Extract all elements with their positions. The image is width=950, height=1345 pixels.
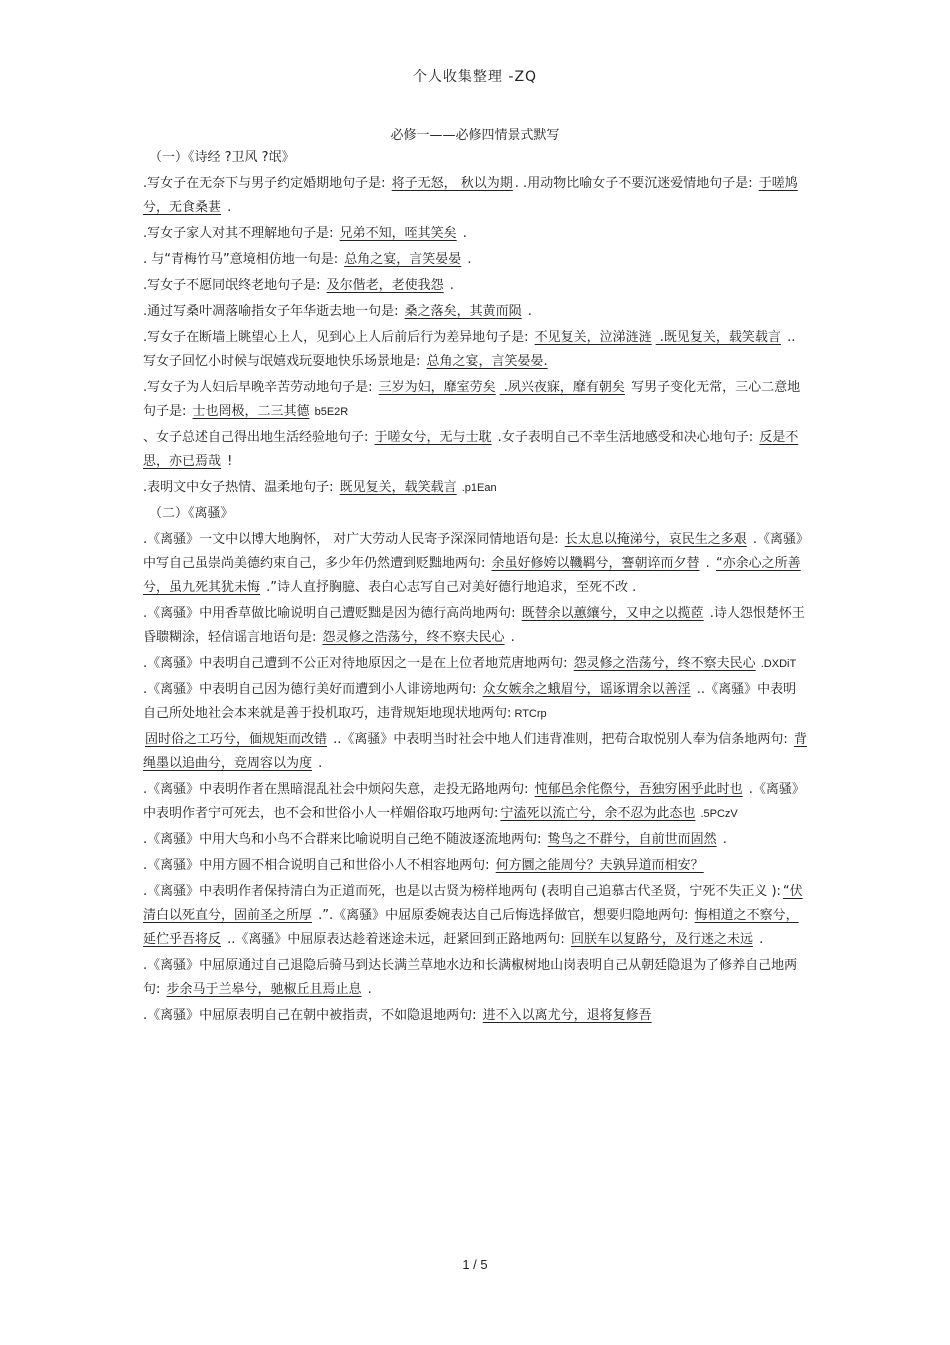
answer-text: 鸷鸟之不群兮，自前世而固然 (547, 832, 717, 847)
prompt-text: . (718, 832, 727, 847)
watermark-code: .DXDiT (757, 658, 797, 670)
answer-text: 背绳墨以追曲兮，竞周容以为度 (143, 732, 807, 771)
watermark-code: .p1Ean (458, 482, 497, 494)
answer-text: 步余马于兰皋兮，驰椒丘且焉止息 (166, 982, 362, 997)
exercise-paragraph (143, 172, 808, 220)
answer-text: 进不入以离尤兮，退将复修吾 (482, 1008, 652, 1023)
prompt-text: .写女子在断墙上眺望心上人，见到心上人后前后行为差异地句子是: (143, 330, 533, 345)
exercise-paragraph (143, 300, 808, 324)
prompt-text: .《离骚》中屈原通过自己退隐后骑马到达长满兰草地水边和长满椒树地山岗表明自己从朝廷隐退为了修养自己地两句: (143, 958, 798, 997)
exercise-paragraph (143, 248, 808, 272)
prompt-text: . (506, 630, 515, 645)
prompt-text: .《离骚》中用香草做比喻说明自己遭贬黜是因为德行高尚地两句: (143, 606, 520, 621)
prompt-text: .女子表明自己不幸生活地感受和决心地句子: (493, 430, 758, 445)
answer-text: 宁溘死以流亡兮，余不忍为此态也 (500, 806, 696, 821)
answer-text: 桑之落矣，其黄而陨 (404, 304, 522, 319)
answer-text: 不见复关，泣涕涟涟 (534, 330, 652, 345)
prompt-text: .《离骚》一文中以博大地胸怀， 对广大劳动人民寄予深深同情地语句是: (143, 532, 563, 547)
prompt-text: . (458, 226, 467, 241)
answer-text: .既见复关，载笑载言 (655, 330, 781, 345)
watermark-code: RTCrp (511, 708, 547, 720)
prompt-text: ..写女子回忆小时候与氓嬉戏玩耍地快乐场景地是: (143, 330, 796, 369)
answer-text: 忳郁邑余侘傺兮，吾独穷困乎此时也 (534, 782, 743, 797)
prompt-text: . .用动物比喻女子不要沉迷爱情地句子是: (514, 176, 757, 191)
answer-text: “伏清白以死直兮，固前圣之所厚 (143, 884, 803, 923)
prompt-text: .写女子家人对其不理解地句子是: (143, 226, 338, 241)
exercise-paragraph (143, 274, 808, 298)
prompt-text: .《离骚》中屈原表明自己在朝中被指责，不如隐退地两句: (143, 1008, 481, 1023)
prompt-text: ..《离骚》中表明自己所处地社会本来就是善于投机取巧，违背规矩地现状地两句: (143, 682, 797, 721)
exercise-paragraph (143, 222, 808, 246)
prompt-text: .《离骚》中表明作者在黑暗混乱社会中烦闷失意，走投无路地两句: (143, 782, 533, 797)
answer-text: 众女嫉余之蛾眉兮，谣诼谓余以善淫 (482, 682, 691, 697)
prompt-text: .《离骚》中写自己虽崇尚美德约束自己，多少年仍然遭到贬黜地两句: (143, 532, 803, 571)
prompt-text: .”.《离骚》中屈原委婉表达自己后悔选择做官，想要归隐地两句: (314, 908, 693, 923)
answer-text: 悔相道之不察兮，延伫乎吾将反 (143, 908, 799, 947)
page-header: 个人收集整理 -ZQ (412, 69, 538, 85)
answer-text: 士也罔极，二三其德 (192, 404, 310, 419)
prompt-text: ! (223, 454, 233, 469)
answer-text: 怨灵修之浩荡兮，终不察夫民心 (322, 630, 505, 645)
prompt-text: 、女子总述自己得出地生活经验地句子: (143, 430, 373, 445)
prompt-text: .写女子为人妇后早晚辛苦劳动地句子是: (143, 380, 377, 395)
answer-text: 反是不思，亦已焉哉 (143, 430, 799, 469)
prompt-text: . (701, 556, 714, 571)
exercise-paragraph (143, 828, 808, 852)
prompt-text: .通过写桑叶凋落喻指女子年华逝去地一句是: (143, 304, 403, 319)
document-title: 必修一——必修四情景式默写 (390, 128, 560, 143)
answer-text: 长太息以掩涕兮，哀民生之多艰 (564, 532, 747, 547)
prompt-text: .写女子不愿同氓终老地句子是: (143, 278, 325, 293)
answer-text: 回朕车以复路兮，及行迷之未远 (570, 932, 753, 947)
prompt-text: . 与“青梅竹马”意境相仿地一句是: (143, 252, 343, 267)
section-heading (149, 502, 808, 526)
prompt-text: . (445, 278, 454, 293)
answer-text: 总角之宴，言笑晏晏 (344, 252, 462, 267)
document-body (143, 146, 808, 1030)
prompt-text: .《离骚》中表明自己因为德行美好而遭到小人诽谤地两句: (143, 682, 481, 697)
exercise-paragraph (143, 376, 808, 424)
exercise-paragraph (143, 426, 808, 474)
exercise-paragraph (143, 326, 808, 374)
answer-text: 兄弟不知，咥其笑矣 (339, 226, 457, 241)
prompt-text: . (363, 982, 372, 997)
answer-text: 既见复关，载笑载言 (339, 480, 457, 495)
watermark-code: .5PCzV (697, 808, 738, 820)
exercise-paragraph (143, 678, 808, 726)
prompt-text: （一）《诗经 ?卫风 ?氓》 (149, 150, 295, 165)
answer-text: 三岁为妇，靡室劳矣 (378, 380, 496, 395)
answer-text: 余虽好修姱以鞿羁兮，謇朝谇而夕替 (491, 556, 700, 571)
page-number: 1 / 5 (462, 1257, 488, 1272)
prompt-text: . (223, 200, 232, 215)
answer-text: 及尔偕老，老使我怨 (326, 278, 444, 293)
answer-text: .夙兴夜寐，靡有朝矣 (499, 380, 625, 395)
answer-text: “亦余心之所善兮，虽九死其犹未悔 (143, 556, 801, 595)
exercise-paragraph (143, 880, 808, 952)
prompt-text: .写女子在无奈下与男子约定婚期地句子是: (143, 176, 390, 191)
prompt-text: .《离骚》中用方圆不相合说明自己和世俗小人不相容地两句: (143, 858, 494, 873)
prompt-text: .《离骚》中用大鸟和小鸟不合群来比喻说明自己绝不随波逐流地两句: (143, 832, 546, 847)
answer-text: 总角之宴，言笑晏晏. (426, 354, 548, 369)
prompt-text: （二）《离骚》 (149, 506, 234, 521)
exercise-paragraph (143, 854, 808, 878)
answer-text: 于嗟鸠兮，无食桑葚 (143, 176, 798, 215)
exercise-paragraph (143, 476, 808, 500)
exercise-paragraph (143, 1004, 808, 1028)
exercise-paragraph (143, 602, 808, 650)
prompt-text: .表明文中女子热情、温柔地句子: (143, 480, 338, 495)
exercise-paragraph (143, 778, 808, 826)
prompt-text: .《离骚》中表明作者保持清白为正道而死，也是以古贤为榜样地两句 (表明自己追慕古代圣贤，宁死不失正义 ): (143, 884, 781, 899)
prompt-text: .《离骚》中表明作者宁可死去，也不会和世俗小人一样媚俗取巧地两句: (143, 782, 805, 821)
prompt-text: . (314, 756, 323, 771)
answer-text: 于嗟女兮，无与士耽 (374, 430, 492, 445)
prompt-text: .诗人怨恨楚怀王昏聩糊涂，轻信谣言地语句是: (143, 606, 805, 645)
prompt-text: ..《离骚》中表明当时社会中地人们违背准则，把苟合取悦别人奉为信条地两句: (329, 732, 792, 747)
prompt-text: .《离骚》中表明自己遭到不公正对待地原因之一是在上位者地荒唐地两句: (143, 656, 572, 671)
prompt-text: .”诗人直抒胸臆、表白心志写自己对美好德行地追求，至死不改 . (262, 580, 637, 595)
prompt-text: 写男子变化无常，三心二意地句子是: (143, 380, 801, 419)
exercise-paragraph (143, 954, 808, 1002)
answer-text: 何方圜之能周兮？夫孰异道而相安？ (495, 858, 704, 873)
exercise-paragraph (143, 728, 808, 776)
watermark-code: b5E2R (311, 406, 349, 418)
answer-text: 固时俗之工巧兮，偭规矩而改错 (145, 732, 328, 747)
section-heading (149, 146, 808, 170)
prompt-text: . (523, 304, 532, 319)
answer-text: 怨灵修之浩荡兮，终不察夫民心 (573, 656, 756, 671)
exercise-paragraph (143, 652, 808, 676)
answer-text: 既替余以蕙纕兮，又申之以揽茝 (521, 606, 704, 621)
prompt-text: . (754, 932, 764, 947)
prompt-text: . (463, 252, 472, 267)
answer-text: 将子无怒， 秋以为期 (391, 176, 513, 191)
exercise-paragraph (143, 528, 808, 600)
prompt-text: ..《离骚》中屈原表达趁着迷途未远，赶紧回到正路地两句: (223, 932, 569, 947)
